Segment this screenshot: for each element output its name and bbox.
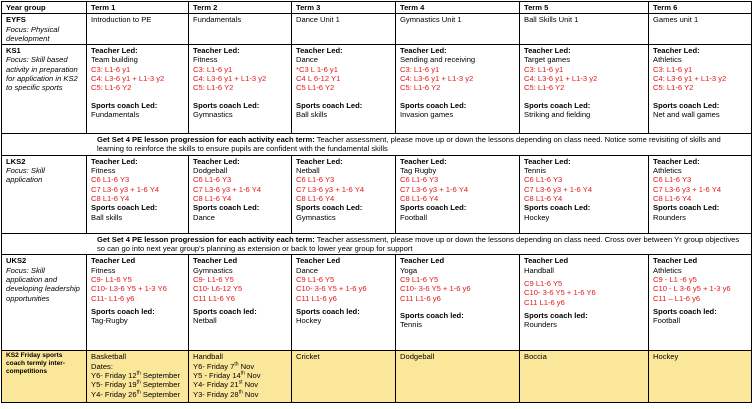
- objective-line: C5: L1-6 Y2: [400, 83, 441, 93]
- objective-line: C3: L1-6 y1: [524, 64, 564, 74]
- ks1-term-5: [520, 45, 649, 134]
- uks2-term-4: [396, 255, 520, 351]
- ks1-term-1: [87, 45, 189, 134]
- competition-sport: Basketball: [91, 352, 127, 362]
- uks2-row: [2, 255, 752, 351]
- eyfs-row: [2, 14, 752, 45]
- teacher-led-heading: Teacher Led: [524, 256, 569, 266]
- header-term-1: Term 1: [87, 2, 189, 14]
- eyfs-term-2: Fundamentals: [189, 14, 292, 45]
- competition-date: Y6- Friday 7th Nov: [193, 361, 255, 371]
- objective-line: C6 L1-6 Y3: [524, 175, 563, 185]
- uks2-focus: Focus: Skill application and developing leadership opportunities: [6, 265, 80, 303]
- uks2-term-5: [520, 255, 649, 351]
- sports-coach-topic: Invasion games: [400, 109, 454, 119]
- teacher-led-heading: Teacher Led: [296, 256, 341, 266]
- lks2-term-2: [189, 155, 292, 233]
- sports-coach-heading: Sports coach Led:: [193, 100, 260, 110]
- ks1-term-4: [396, 45, 520, 134]
- teacher-led-heading: Teacher Led:: [91, 46, 138, 56]
- sports-coach-heading: Sports coach Led:: [296, 203, 363, 213]
- competition-date: Y3- Friday 28th Nov: [193, 389, 259, 399]
- objective-line: C5 L1-6 Y2: [296, 83, 335, 93]
- sports-coach-topic: Gymnastics: [296, 212, 336, 222]
- competition-date: Y6- Friday 12th September: [91, 370, 181, 380]
- objective-line: C10- L3-6 Y5 + 1-3 Y6: [91, 284, 167, 294]
- header-row: [2, 2, 752, 14]
- sports-coach-heading: Sports coach led:: [193, 306, 257, 316]
- sports-coach-heading: Sports coach led:: [653, 306, 717, 316]
- friday-term-4: Dodgeball: [396, 351, 520, 403]
- objective-line: *C3 L 1-6 y1: [296, 64, 338, 74]
- objective-line: C7 L3-6 y3 + 1-6 Y4: [296, 184, 365, 194]
- friday-term-2: [189, 351, 292, 403]
- objective-line: C10- 3-6 Y5 + 1-6 Y6: [524, 288, 596, 298]
- uks2-term-3: [292, 255, 396, 351]
- uks2-term-2: [189, 255, 292, 351]
- teacher-led-topic: Tag Rugby: [400, 166, 437, 176]
- uks2-term-1: [87, 255, 189, 351]
- sports-coach-heading: Sports coach Led:: [400, 203, 467, 213]
- sports-coach-heading: Sports coach led:: [524, 310, 588, 320]
- teacher-led-topic: Target games: [524, 55, 571, 65]
- note-lead: Get Set 4 PE lesson progression for each activity each term:: [97, 135, 315, 145]
- teacher-led-heading: Teacher Led:: [400, 46, 447, 56]
- eyfs-focus: Focus: Physical development: [6, 24, 60, 43]
- dates-label: Dates:: [91, 361, 113, 371]
- lks2-term-5: [520, 155, 649, 233]
- objective-line: C6 L1-6 Y3: [193, 175, 232, 185]
- sports-coach-topic: Striking and fielding: [524, 109, 591, 119]
- objective-line: C10- L6-12 Y5: [193, 284, 243, 294]
- lks2-group-label: LKS2: [6, 156, 26, 166]
- objective-line: C10 - L 3-6 y5 + 1-3 y6: [653, 284, 731, 294]
- teacher-led-heading: Teacher Led:: [400, 156, 447, 166]
- note-row-1: [2, 134, 752, 156]
- header-term-4: Term 4: [396, 2, 520, 14]
- ks1-term-2: [189, 45, 292, 134]
- teacher-led-topic: Dance: [296, 55, 318, 65]
- teacher-led-topic: Sending and receiving: [400, 55, 476, 65]
- friday-term-3: Cricket: [292, 351, 396, 403]
- sports-coach-heading: Sports coach Led:: [400, 100, 467, 110]
- teacher-led-heading: Teacher Led:: [296, 46, 343, 56]
- note-text: Teacher assessment, please move up or down the lessons depending on class need. Notice some revisiting of skills and learning to reinforce the skills to ensure pupils are confident with the fundamental skills: [97, 135, 721, 154]
- sports-coach-topic: Tag-Rugby: [91, 316, 128, 326]
- uks2-group-cell: [2, 255, 87, 351]
- note-lead: Get Set 4 PE lesson progression for each activity each term:: [97, 234, 315, 244]
- teacher-led-heading: Teacher Led: [91, 256, 136, 266]
- sports-coach-heading: Sports coach Led:: [193, 203, 260, 213]
- lks2-term-3: [292, 155, 396, 233]
- eyfs-term-1: Introduction to PE: [87, 14, 189, 45]
- competition-date: Y4- Friday 21st Nov: [193, 379, 259, 390]
- teacher-led-heading: Teacher Led:: [524, 156, 571, 166]
- teacher-led-topic: Athletics: [653, 166, 682, 176]
- teacher-led-heading: Teacher Led:: [653, 156, 700, 166]
- teacher-led-topic: Athletics: [653, 265, 682, 275]
- objective-line: C5: L1-6 Y2: [91, 83, 132, 93]
- teacher-led-heading: Teacher Led:: [653, 46, 700, 56]
- friday-competitions-row: [2, 351, 752, 403]
- objective-line: C9- L1-6 Y5: [91, 274, 132, 284]
- sports-coach-topic: Ball skills: [91, 212, 123, 222]
- objective-line: C4 L 6-12 Y1: [296, 74, 341, 84]
- objective-line: C9 - L1 -6 y5: [653, 274, 697, 284]
- sports-coach-topic: Tennis: [400, 320, 422, 330]
- ks1-row: [2, 45, 752, 134]
- objective-line: C3: L1-6 y1: [400, 64, 440, 74]
- ks1-group-label: KS1: [6, 46, 21, 56]
- objective-line: C7 L3-6 y3 + 1-6 Y4: [653, 184, 722, 194]
- ks1-term-3: [292, 45, 396, 134]
- header-term-5: Term 5: [520, 2, 649, 14]
- lks2-term-1: [87, 155, 189, 233]
- sports-coach-topic: Netball: [193, 316, 217, 326]
- objective-line: C3: L1-6 y1: [91, 64, 131, 74]
- teacher-led-heading: Teacher Led: [400, 256, 445, 266]
- sports-coach-heading: Sports coach Led:: [524, 100, 591, 110]
- objective-line: C9 L1-6 Y5: [400, 274, 439, 284]
- objective-line: C11 – L1-6 y6: [653, 293, 701, 303]
- ks1-term-6: [649, 45, 752, 134]
- objective-line: C10- 3-6 Y5 + 1-6 y6: [400, 284, 471, 294]
- sports-coach-heading: Sports coach led:: [91, 306, 155, 316]
- lks2-row: [2, 155, 752, 233]
- friday-group-label: KS2 Friday sports coach termly inter-competitions: [6, 352, 65, 376]
- objective-line: C3: L1-6 y1: [193, 64, 233, 74]
- teacher-led-heading: Teacher Led:: [193, 46, 240, 56]
- teacher-led-topic: Dodgeball: [193, 166, 228, 176]
- objective-line: C5: L1-6 Y2: [193, 83, 234, 93]
- competition-date: Y5 - Friday 14th Nov: [193, 370, 261, 380]
- teacher-led-topic: Yoga: [400, 265, 418, 275]
- objective-line: C4: L3-6 y1 + L1-3 y2: [91, 74, 165, 84]
- sports-coach-topic: Net and wall games: [653, 109, 720, 119]
- eyfs-term-3: Dance Unit 1: [292, 14, 396, 45]
- uks2-group-label: UKS2: [6, 256, 27, 266]
- teacher-led-heading: Teacher Led: [653, 256, 698, 266]
- sports-coach-topic: Gymnastics: [193, 109, 233, 119]
- friday-term-1: [87, 351, 189, 403]
- teacher-led-topic: Gymnastics: [193, 265, 233, 275]
- objective-line: C9 L1-6 Y5: [296, 274, 335, 284]
- objective-line: C4: L3-6 y1 + L1-3 y2: [653, 74, 727, 84]
- teacher-led-topic: Team building: [91, 55, 138, 65]
- sports-coach-topic: Football: [653, 316, 681, 326]
- sports-coach-heading: Sports coach Led:: [524, 203, 591, 213]
- teacher-led-heading: Teacher Led: [193, 256, 238, 266]
- teacher-led-topic: Fitness: [91, 265, 116, 275]
- header-term-3: Term 3: [292, 2, 396, 14]
- header-term-2: Term 2: [189, 2, 292, 14]
- teacher-led-topic: Dance: [296, 265, 318, 275]
- teacher-led-topic: Fitness: [91, 166, 116, 176]
- objective-line: C11 L1-6 y6: [296, 293, 337, 303]
- sports-coach-heading: Sports coach Led:: [653, 100, 720, 110]
- sports-coach-heading: Sports coach led:: [400, 310, 464, 320]
- lks2-group-cell: [2, 155, 87, 233]
- objective-line: C7 L3-6 y3 + 1-6 Y4: [193, 184, 262, 194]
- objective-line: C4: L3-6 y1 + L1-3 y2: [193, 74, 267, 84]
- teacher-led-topic: Fitness: [193, 55, 218, 65]
- friday-group-cell: [2, 351, 87, 403]
- sports-coach-topic: Rounders: [653, 212, 686, 222]
- teacher-led-heading: Teacher Led:: [524, 46, 571, 56]
- objective-line: C3: L1-6 y1: [653, 64, 693, 74]
- sports-coach-topic: Rounders: [524, 320, 557, 330]
- eyfs-group-cell: [2, 14, 87, 45]
- note-text: Teacher assessment, please move up or down the lessons depending on class need. Cross over between Yr group objectives so can go into next year group's planning as extension or back to lower year group for support: [97, 234, 740, 254]
- objective-line: C5: L1-6 Y2: [524, 83, 565, 93]
- header-term-6: Term 6: [649, 2, 752, 14]
- objective-line: C9 L1-6 Y5: [524, 278, 563, 288]
- objective-line: C6 L1-6 Y3: [400, 175, 439, 185]
- ks1-focus: Focus: Skill based activity in preparation for application in KS2 to specific sports: [6, 55, 78, 93]
- sports-coach-topic: Ball skills: [296, 109, 328, 119]
- sports-coach-topic: Fundamentals: [91, 109, 140, 119]
- pe-curriculum-table: [1, 1, 752, 403]
- objective-line: C6 L1-6 Y3: [296, 175, 335, 185]
- sports-coach-topic: Hockey: [524, 212, 550, 222]
- objective-line: C8 L1-6 Y4: [91, 193, 130, 203]
- teacher-led-topic: Handball: [524, 265, 554, 275]
- competition-sport: Handball: [193, 352, 223, 362]
- objective-line: C7 L3-6 y3 + 1-6 Y4: [91, 184, 160, 194]
- objective-line: C8 L1-6 Y4: [400, 193, 439, 203]
- objective-line: C11 L1-6 Y6: [193, 293, 235, 303]
- sports-coach-heading: Sports coach Led:: [91, 203, 158, 213]
- objective-line: C7 L3-6 y3 + 1-6 Y4: [524, 184, 593, 194]
- teacher-led-topic: Netball: [296, 166, 320, 176]
- objective-line: C11 L1-6 y6: [524, 297, 565, 307]
- objective-line: C8 L1-6 Y4: [653, 193, 692, 203]
- objective-line: C5: L1-6 Y2: [653, 83, 694, 93]
- friday-term-5: Boccia: [520, 351, 649, 403]
- teacher-led-topic: Athletics: [653, 55, 682, 65]
- sports-coach-heading: Sports coach Led:: [91, 100, 158, 110]
- teacher-led-heading: Teacher Led:: [91, 156, 138, 166]
- objective-line: C11- L1-6 y6: [91, 293, 135, 303]
- objective-line: C7 L3-6 y3 + 1-6 Y4: [400, 184, 469, 194]
- objective-line: C8 L1-6 Y4: [524, 193, 563, 203]
- sports-coach-heading: Sports coach Led:: [296, 100, 363, 110]
- teacher-led-heading: Teacher Led:: [296, 156, 343, 166]
- objective-line: C4: L3-6 y1 + L1-3 y2: [400, 74, 474, 84]
- eyfs-group-label: EYFS: [6, 15, 26, 25]
- eyfs-term-4: Gymnastics Unit 1: [396, 14, 520, 45]
- teacher-led-topic: Tennis: [524, 166, 546, 176]
- sports-coach-topic: Dance: [193, 212, 215, 222]
- objective-line: C4: L3-6 y1 + L1-3 y2: [524, 74, 598, 84]
- objective-line: C10- 3-6 Y5 + 1-6 y6: [296, 284, 367, 294]
- objective-line: C11 L1-6 y6: [400, 293, 441, 303]
- objective-line: C9- L1-6 Y5: [193, 274, 234, 284]
- sports-coach-topic: Football: [400, 212, 428, 222]
- lks2-term-6: [649, 155, 752, 233]
- lks2-term-4: [396, 155, 520, 233]
- progression-note-1: [2, 134, 752, 156]
- objective-line: C6 L1-6 Y3: [653, 175, 692, 185]
- lks2-focus: Focus: Skill application: [6, 166, 45, 185]
- eyfs-term-5: Ball Skills Unit 1: [520, 14, 649, 45]
- sports-coach-heading: Sports coach Led:: [653, 203, 720, 213]
- objective-line: C6 L1-6 Y3: [91, 175, 130, 185]
- competition-date: Y5- Friday 19th September: [91, 379, 181, 390]
- uks2-term-6: [649, 255, 752, 351]
- sports-coach-heading: Sports coach led:: [296, 306, 360, 316]
- objective-line: C8 L1-6 Y4: [296, 193, 335, 203]
- eyfs-term-6: Games unit 1: [649, 14, 752, 45]
- header-year-group: Year group: [2, 2, 87, 14]
- sports-coach-topic: Hockey: [296, 316, 322, 326]
- teacher-led-heading: Teacher Led:: [193, 156, 240, 166]
- objective-line: C8 L1-6 Y4: [193, 193, 232, 203]
- friday-term-6: Hockey: [649, 351, 752, 403]
- ks1-group-cell: [2, 45, 87, 134]
- competition-date: Y4- Friday 26th September: [91, 389, 181, 399]
- progression-note-2: [2, 233, 752, 255]
- note-row-2: [2, 233, 752, 255]
